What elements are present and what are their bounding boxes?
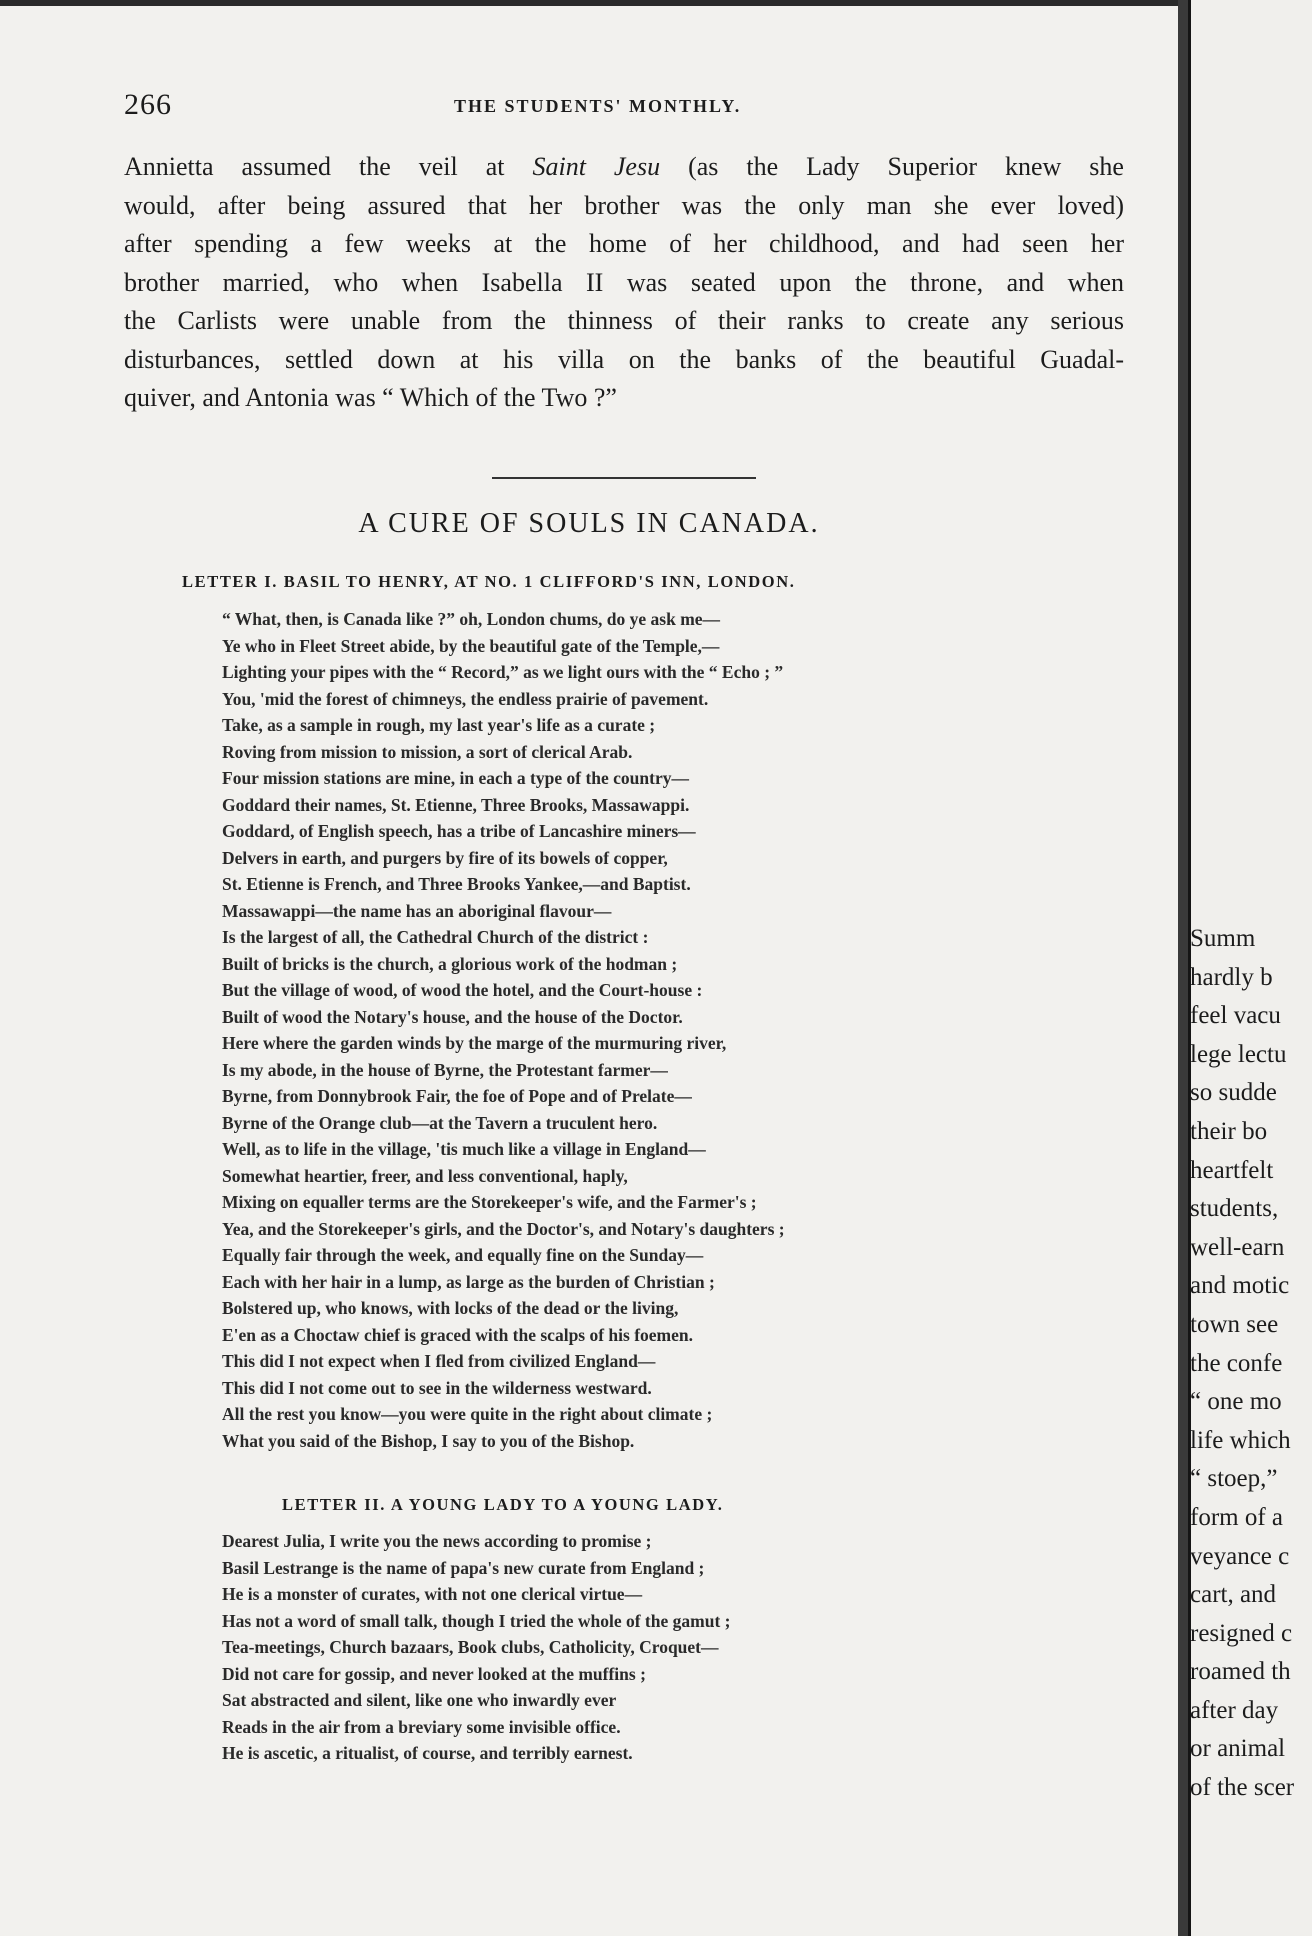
verse-line: Has not a word of small talk, though I tried the whole of the gamut ; xyxy=(222,1610,731,1631)
verse-line: Goddard, of English speech, has a tribe of Lancashire miners— xyxy=(222,821,696,841)
adjacent-text-line: heartfelt xyxy=(1190,1156,1274,1184)
adjacent-text-line: well-earn xyxy=(1190,1233,1285,1261)
adjacent-text-line: cart, and xyxy=(1190,1581,1277,1609)
adjacent-text-line: so sudde xyxy=(1190,1079,1277,1107)
verse-line: “ What, then, is Canada like ?” oh, London chums, do ye ask me— xyxy=(222,609,721,629)
adjacent-text-line: town see xyxy=(1190,1310,1279,1338)
verse-line: Built of wood the Notary's house, and the house of the Doctor. xyxy=(222,1006,683,1027)
adjacent-text-line: of the scer xyxy=(1190,1774,1295,1802)
closing-paragraph xyxy=(124,148,1124,418)
verse-line: Take, as a sample in rough, my last year's life as a curate ; xyxy=(222,715,656,735)
verse-line: Is my abode, in the house of Byrne, the Protestant farmer— xyxy=(222,1059,668,1080)
verse-line: Mixing on equaller terms are the Storekeeper's wife, and the Farmer's ; xyxy=(222,1192,757,1212)
adjacent-text-line: roamed th xyxy=(1190,1658,1291,1686)
verse-line: Delvers in earth, and purgers by fire of its bowels of copper, xyxy=(222,847,668,868)
prose-line: after spending a few weeks at the home of her childhood, and had seen her xyxy=(124,229,1124,258)
adjacent-text-line: or animal xyxy=(1190,1735,1286,1763)
verse-line: Did not care for gossip, and never looked at the muffins ; xyxy=(222,1663,646,1684)
verse-line: Massawappi—the name has an aboriginal flavour— xyxy=(222,900,612,921)
adjacent-text-line: hardly b xyxy=(1190,963,1273,991)
verse-line: You, 'mid the forest of chimneys, the endless prairie of pavement. xyxy=(222,688,709,709)
running-head xyxy=(124,88,1124,124)
prose-line: would, after being assured that her brother was the only man she ever loved) xyxy=(124,190,1124,220)
verse-line: What you said of the Bishop, I say to you of the Bishop. xyxy=(222,1430,635,1451)
verse-line: This did I not come out to see in the wilderness westward. xyxy=(222,1377,652,1398)
adjacent-text-line: resigned c xyxy=(1190,1619,1293,1647)
page-number: 266 xyxy=(124,88,172,121)
verse-line: Lighting your pipes with the “ Record,” as we light ours with the “ Echo ; ” xyxy=(222,662,784,682)
verse-line: All the rest you know—you were quite in the right about climate ; xyxy=(222,1404,713,1424)
verse-line: Here where the garden winds by the marge of the murmuring river, xyxy=(222,1033,727,1053)
verse-line: Yea, and the Storekeeper's girls, and the Doctor's, and Notary's daughters ; xyxy=(222,1218,785,1239)
verse-line: He is ascetic, a ritualist, of course, and terribly earnest. xyxy=(222,1743,633,1763)
verse-line: This did I not expect when I fled from civilized England— xyxy=(222,1351,656,1371)
prose-line: disturbances, settled down at his villa on the banks of the beautiful Guadal- xyxy=(124,344,1124,374)
adjacent-text-line: feel vacu xyxy=(1190,1002,1281,1030)
verse-line: St. Etienne is French, and Three Brooks Yankee,—and Baptist. xyxy=(222,874,691,894)
verse-line: Goddard their names, St. Etienne, Three Brooks, Massawappi. xyxy=(222,794,690,815)
verse-line: Each with her hair in a lump, as large as the burden of Christian ; xyxy=(222,1271,715,1292)
letter-1-heading: LETTER I. BASIL TO HENRY, AT NO. 1 CLIFFORD'S INN, LONDON. xyxy=(182,572,796,591)
letter-2-heading: LETTER II. A YOUNG LADY TO A YOUNG LADY. xyxy=(282,1495,724,1514)
adjacent-text-line: life which xyxy=(1190,1426,1291,1454)
verse-line: Well, as to life in the village, 'tis much like a village in England— xyxy=(222,1139,706,1159)
prose-line: quiver, and Antonia was “ Which of the Two ?” xyxy=(124,383,617,412)
prose-line: the Carlists were unable from the thinness of their ranks to create any serious xyxy=(124,306,1124,335)
verse-line: Somewhat heartier, freer, and less conventional, haply, xyxy=(222,1165,628,1186)
verse-line: Roving from mission to mission, a sort of clerical Arab. xyxy=(222,741,633,762)
adjacent-text-line: “ stoep,” xyxy=(1190,1465,1278,1493)
verse-line: Reads in the air from a breviary some invisible office. xyxy=(222,1716,621,1737)
verse-line: But the village of wood, of wood the hotel, and the Court-house : xyxy=(222,980,703,1000)
journal-title: THE STUDENTS' MONTHLY. xyxy=(454,96,742,116)
verse-line: Bolstered up, who knows, with locks of the dead or the living, xyxy=(222,1298,679,1318)
verse-line: E'en as a Choctaw chief is graced with the scalps of his foemen. xyxy=(222,1324,694,1345)
article-title: A CURE OF SOULS IN CANADA. xyxy=(358,508,820,539)
prose-line: Annietta assumed the veil at Saint Jesu (as the Lady Superior knew she xyxy=(124,152,1124,181)
verse-line: He is a monster of curates, with not one clerical virtue— xyxy=(222,1584,643,1604)
letter-1-poem xyxy=(222,606,1022,1454)
adjacent-text-line: “ one mo xyxy=(1190,1388,1282,1416)
adjacent-text-line: students, xyxy=(1190,1195,1279,1223)
verse-line: Equally fair through the week, and equally fine on the Sunday— xyxy=(222,1245,704,1265)
verse-line: Byrne, from Donnybrook Fair, the foe of Pope and of Prelate— xyxy=(222,1086,692,1106)
adjacent-text-line: their bo xyxy=(1190,1117,1268,1145)
adjacent-text-line: form of a xyxy=(1190,1503,1284,1531)
adjacent-page-text xyxy=(1190,920,1312,1808)
verse-line: Byrne of the Orange club—at the Tavern a truculent hero. xyxy=(222,1112,658,1133)
verse-line: Sat abstracted and silent, like one who inwardly ever xyxy=(222,1690,617,1710)
adjacent-text-line: Summ xyxy=(1190,925,1256,952)
verse-line: Tea-meetings, Church bazaars, Book clubs, Catholicity, Croquet— xyxy=(222,1637,719,1657)
adjacent-text-line: and motic xyxy=(1190,1272,1290,1300)
verse-line: Built of bricks is the church, a glorious work of the hodman ; xyxy=(222,953,678,974)
verse-line: Dearest Julia, I write you the news according to promise ; xyxy=(222,1531,652,1551)
adjacent-text-line: veyance c xyxy=(1190,1542,1290,1570)
verse-line: Basil Lestrange is the name of papa's new curate from England ; xyxy=(222,1557,705,1578)
adjacent-text-line: the confe xyxy=(1190,1349,1283,1377)
verse-line: Ye who in Fleet Street abide, by the beautiful gate of the Temple,— xyxy=(222,635,720,656)
adjacent-text-line: lege lectu xyxy=(1190,1040,1287,1068)
verse-line: Four mission stations are mine, in each a type of the country— xyxy=(222,768,689,788)
prose-line: brother married, who when Isabella II was seated upon the throne, and when xyxy=(124,267,1124,297)
letter-2-poem xyxy=(222,1528,1022,1767)
adjacent-text-line: after day xyxy=(1190,1696,1279,1724)
verse-line: Is the largest of all, the Cathedral Church of the district : xyxy=(222,927,649,947)
section-divider xyxy=(492,477,756,479)
